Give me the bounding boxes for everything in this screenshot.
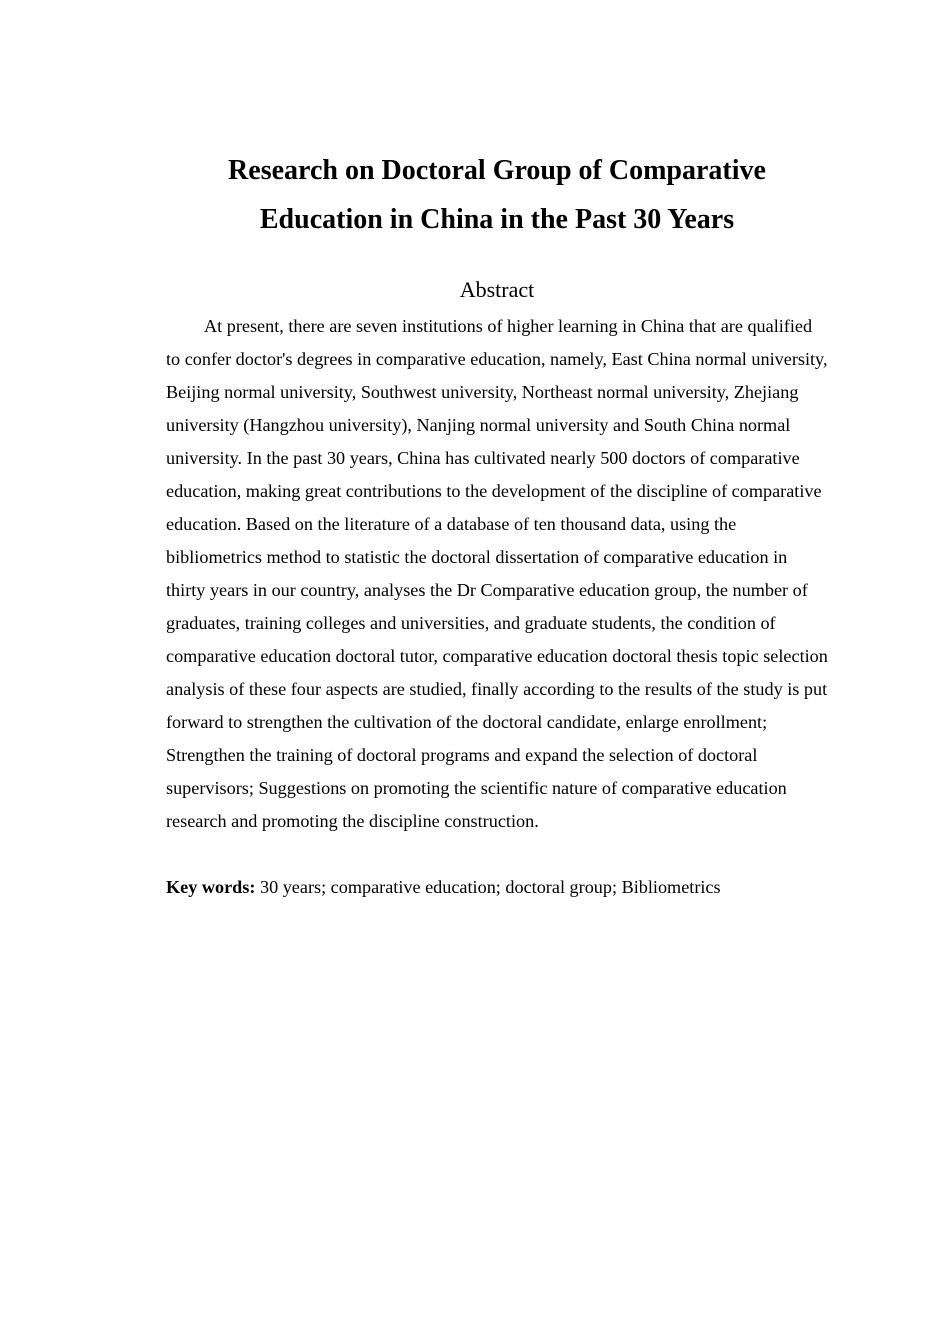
abstract-paragraph: At present, there are seven institutions of higher learning in China that are qualified to confer doctor's degrees in comparative education, namely, East China normal university, Beijing normal university, Southwest university, Northeast normal university, Zhejiang university (Hangzhou university), Nanjing normal university and South China normal university. In the past 30 years, China has cultivated nearly 500 doctors of comparative education, making great contributions to the development of the discipline of comparative education. Based on the literature of a database of ten thousand data, using the bibliometrics method to statistic the doctoral dissertation of comparative education in thirty years in our country, analyses the Dr Comparative education group, the number of graduates, training colleges and universities, and graduate students, the condition of comparative education doctoral tutor, comparative education doctoral thesis topic selection analysis of these four aspects are studied, finally according to the results of the study is put forward to strengthen the cultivation of the doctoral candidate, enlarge enrollment; Strengthen the training of doctoral programs and expand the selection of doctoral supervisors; Suggestions on promoting the scientific nature of comparative education research and promoting the discipline construction. [166, 316, 828, 831]
keywords-value: 30 years; comparative education; doctoral group; Bibliometrics [255, 877, 721, 897]
abstract-heading: Abstract [459, 277, 535, 302]
paper-title: Research on Doctoral Group of Comparative Education in China in the Past 30 Years [228, 155, 766, 235]
keywords-line [166, 871, 830, 904]
keywords-label: Key words: [166, 877, 256, 897]
